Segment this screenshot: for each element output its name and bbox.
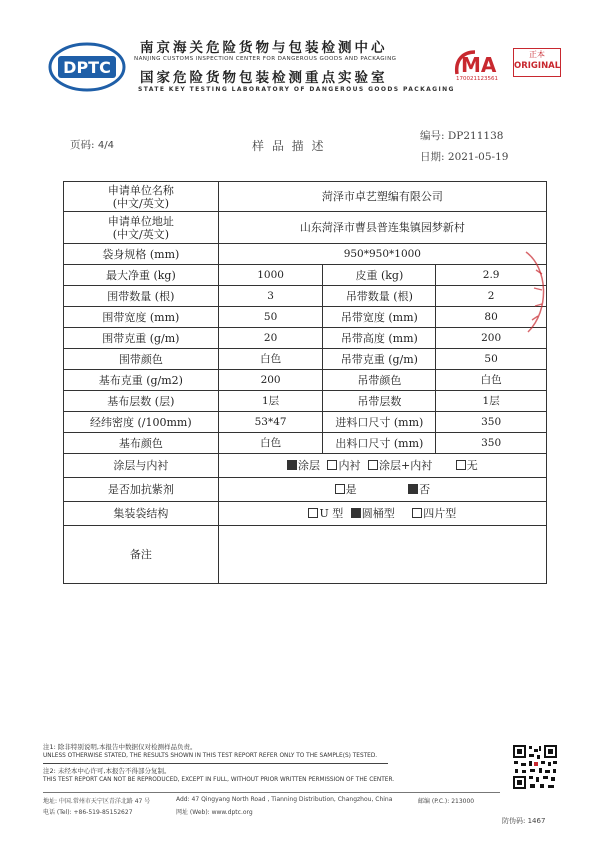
spec-value: 80 <box>436 307 547 328</box>
address-value: 山东菏泽市曹县普连集镇园梦新村 <box>218 212 546 244</box>
address-sub: (中文/英文) <box>112 227 169 241</box>
spec-label: 围带数量 (根) <box>64 286 219 307</box>
address-label-cell <box>64 212 219 244</box>
table-row <box>64 526 547 584</box>
checkbox-checked-icon <box>287 460 297 470</box>
option-label: 圆桶型 <box>361 507 395 520</box>
footer-note-2: 注2: 未经本中心许可,本报告不得部分复制。 <box>43 767 171 775</box>
spec-label: 经纬密度 (/100mm) <box>64 412 219 433</box>
structure-option <box>308 507 343 520</box>
spec-value: 白色 <box>436 370 547 391</box>
spec-label: 吊带颜色 <box>323 370 436 391</box>
spec-value: 20 <box>218 328 323 349</box>
spec-label: 吊带宽度 (mm) <box>323 307 436 328</box>
table-row <box>64 182 547 212</box>
anti-fake-value: 1467 <box>527 817 546 825</box>
org-name-en: NANJING CUSTOMS INSPECTION CENTER FOR DANGEROUS GOODS AND PACKAGING <box>134 56 397 62</box>
checkbox-empty-icon <box>335 484 345 494</box>
table-row <box>64 265 547 286</box>
coating-option <box>456 459 478 472</box>
spec-label: 吊带高度 (mm) <box>323 328 436 349</box>
spec-label: 围带克重 (g/m) <box>64 328 219 349</box>
checkbox-empty-icon <box>456 460 466 470</box>
bag-size-label: 袋身规格 (mm) <box>64 244 219 265</box>
applicant-label-cell <box>64 182 219 212</box>
table-row <box>64 328 547 349</box>
table-row <box>64 412 547 433</box>
coating-option <box>368 459 432 472</box>
table-row <box>64 454 547 478</box>
spec-label: 基布颜色 <box>64 433 219 454</box>
footer-note-1-en: UNLESS OTHERWISE STATED, THE RESULTS SHOWN IN THIS TEST REPORT REFER ONLY TO THE SAMPLE(S) TESTED. <box>43 753 378 759</box>
uv-options <box>218 478 546 502</box>
spec-value: 50 <box>218 307 323 328</box>
spec-label: 吊带数量 (根) <box>323 286 436 307</box>
table-row <box>64 502 547 526</box>
original-badge <box>513 48 561 77</box>
table-row <box>64 370 547 391</box>
structure-label: 集装袋结构 <box>64 502 219 526</box>
option-label: 涂层+内衬 <box>378 459 433 472</box>
uv-option <box>408 483 430 496</box>
spec-label: 进料口尺寸 (mm) <box>323 412 436 433</box>
structure-option <box>351 507 395 520</box>
footer-divider <box>43 763 388 764</box>
option-label: 否 <box>419 483 431 496</box>
option-label: 是 <box>345 483 357 496</box>
page-label: 页码: <box>70 139 95 151</box>
lab-name-cn: 国家危险货物包装检测重点实验室 <box>140 70 388 86</box>
coating-option <box>327 459 360 472</box>
org-name-cn: 南京海关危险货物与包装检测中心 <box>140 40 388 56</box>
spec-value: 1000 <box>218 265 323 286</box>
spec-label: 围带宽度 (mm) <box>64 307 219 328</box>
spec-value: 1层 <box>218 391 323 412</box>
checkbox-empty-icon <box>327 460 337 470</box>
structure-option <box>412 507 456 520</box>
option-label: 四片型 <box>423 507 457 520</box>
checkbox-checked-icon <box>351 508 361 518</box>
checkbox-checked-icon <box>408 484 418 494</box>
spec-value: 50 <box>436 349 547 370</box>
qr-code-icon <box>512 744 558 790</box>
spec-value: 350 <box>436 412 547 433</box>
lab-name-en: STATE KEY TESTING LABORATORY OF DANGEROUS GOODS PACKAGING <box>138 86 455 93</box>
date-label: 日期: <box>420 151 445 163</box>
spec-value: 白色 <box>218 433 323 454</box>
spec-value: 53*47 <box>218 412 323 433</box>
coating-label: 涂层与内衬 <box>64 454 219 478</box>
spec-value: 200 <box>218 370 323 391</box>
table-row <box>64 212 547 244</box>
spec-label: 出料口尺寸 (mm) <box>323 433 436 454</box>
applicant-value: 菏泽市卓艺塑编有限公司 <box>218 182 546 212</box>
svg-text:MA: MA <box>461 53 497 77</box>
seal-stamp-icon <box>522 248 552 336</box>
footer-note-1: 注1: 除非特别说明,本报告中数据仅对检测样品负责。 <box>43 743 197 751</box>
footer-note-2-en: THIS TEST REPORT CAN NOT BE REPRODUCED, EXCEPT IN FULL, WITHOUT PRIOR WRITTEN PERMISSION OF THE CENTER. <box>43 777 395 783</box>
spec-label: 基布克重 (g/m2) <box>64 370 219 391</box>
option-label: 无 <box>466 459 478 472</box>
cma-number: 170021123561 <box>456 76 498 82</box>
dptc-logo <box>48 42 126 92</box>
report-number <box>420 128 503 143</box>
table-row <box>64 391 547 412</box>
sample-description-table <box>63 181 547 584</box>
spec-rows <box>64 265 547 454</box>
spec-value: 200 <box>436 328 547 349</box>
spec-value: 白色 <box>218 349 323 370</box>
footer-divider <box>43 792 500 793</box>
original-badge-cn: 正本 <box>529 50 545 59</box>
footer-address-en: Add: 47 Qingyang North Road , Tianning Distribution, Changzhou, China <box>176 796 393 803</box>
footer-tel: 电话 (Tel): +86-519-85152627 <box>43 809 133 816</box>
option-label: U 型 <box>319 507 344 520</box>
page-number <box>70 137 114 152</box>
spec-value: 2.9 <box>436 265 547 286</box>
spec-label: 围带颜色 <box>64 349 219 370</box>
report-date <box>420 149 508 164</box>
footer-address-cn: 地址: 中国.常州市天宁区青洋北路 47 号 <box>43 798 151 805</box>
footer-web: 网址 (Web): www.dptc.org <box>176 809 253 816</box>
table-row <box>64 478 547 502</box>
spec-label: 基布层数 (层) <box>64 391 219 412</box>
table-row <box>64 286 547 307</box>
option-label: 内衬 <box>338 459 361 472</box>
anti-fake-label: 防伪码: <box>502 817 526 825</box>
spec-value: 2 <box>436 286 547 307</box>
address-label: 申请单位地址 <box>107 214 174 228</box>
coating-option <box>287 459 320 472</box>
spec-value: 3 <box>218 286 323 307</box>
option-label: 涂层 <box>297 459 320 472</box>
remarks-value <box>218 526 546 584</box>
applicant-sub: (中文/英文) <box>112 196 169 210</box>
spec-label: 吊带克重 (g/m) <box>323 349 436 370</box>
footer-postcode: 邮编 (P.C.): 213000 <box>418 798 475 805</box>
applicant-label: 申请单位名称 <box>107 183 174 197</box>
uv-label: 是否加抗紫剂 <box>64 478 219 502</box>
checkbox-empty-icon <box>308 508 318 518</box>
section-title: 样 品 描 述 <box>252 139 326 153</box>
spec-value: 1层 <box>436 391 547 412</box>
coating-options <box>218 454 546 478</box>
page-value: 4/4 <box>97 140 114 151</box>
table-row <box>64 307 547 328</box>
spec-label: 吊带层数 <box>323 391 436 412</box>
structure-options <box>218 502 546 526</box>
date-value: 2021-05-19 <box>447 151 509 163</box>
table-row <box>64 349 547 370</box>
remarks-label: 备注 <box>64 526 219 584</box>
bag-size-value: 950*950*1000 <box>218 244 546 265</box>
original-badge-en: ORIGINAL <box>514 61 561 71</box>
checkbox-empty-icon <box>368 460 378 470</box>
table-row <box>64 244 547 265</box>
uv-option <box>335 483 357 496</box>
anti-fake-code <box>502 816 545 826</box>
spec-label: 最大净重 (kg) <box>64 265 219 286</box>
table-row <box>64 433 547 454</box>
spec-value: 350 <box>436 433 547 454</box>
logo-text: DPTC <box>63 58 111 77</box>
report-no-label: 编号: <box>420 130 445 142</box>
spec-label: 皮重 (kg) <box>323 265 436 286</box>
checkbox-empty-icon <box>412 508 422 518</box>
report-no-value: DP211138 <box>447 130 504 142</box>
